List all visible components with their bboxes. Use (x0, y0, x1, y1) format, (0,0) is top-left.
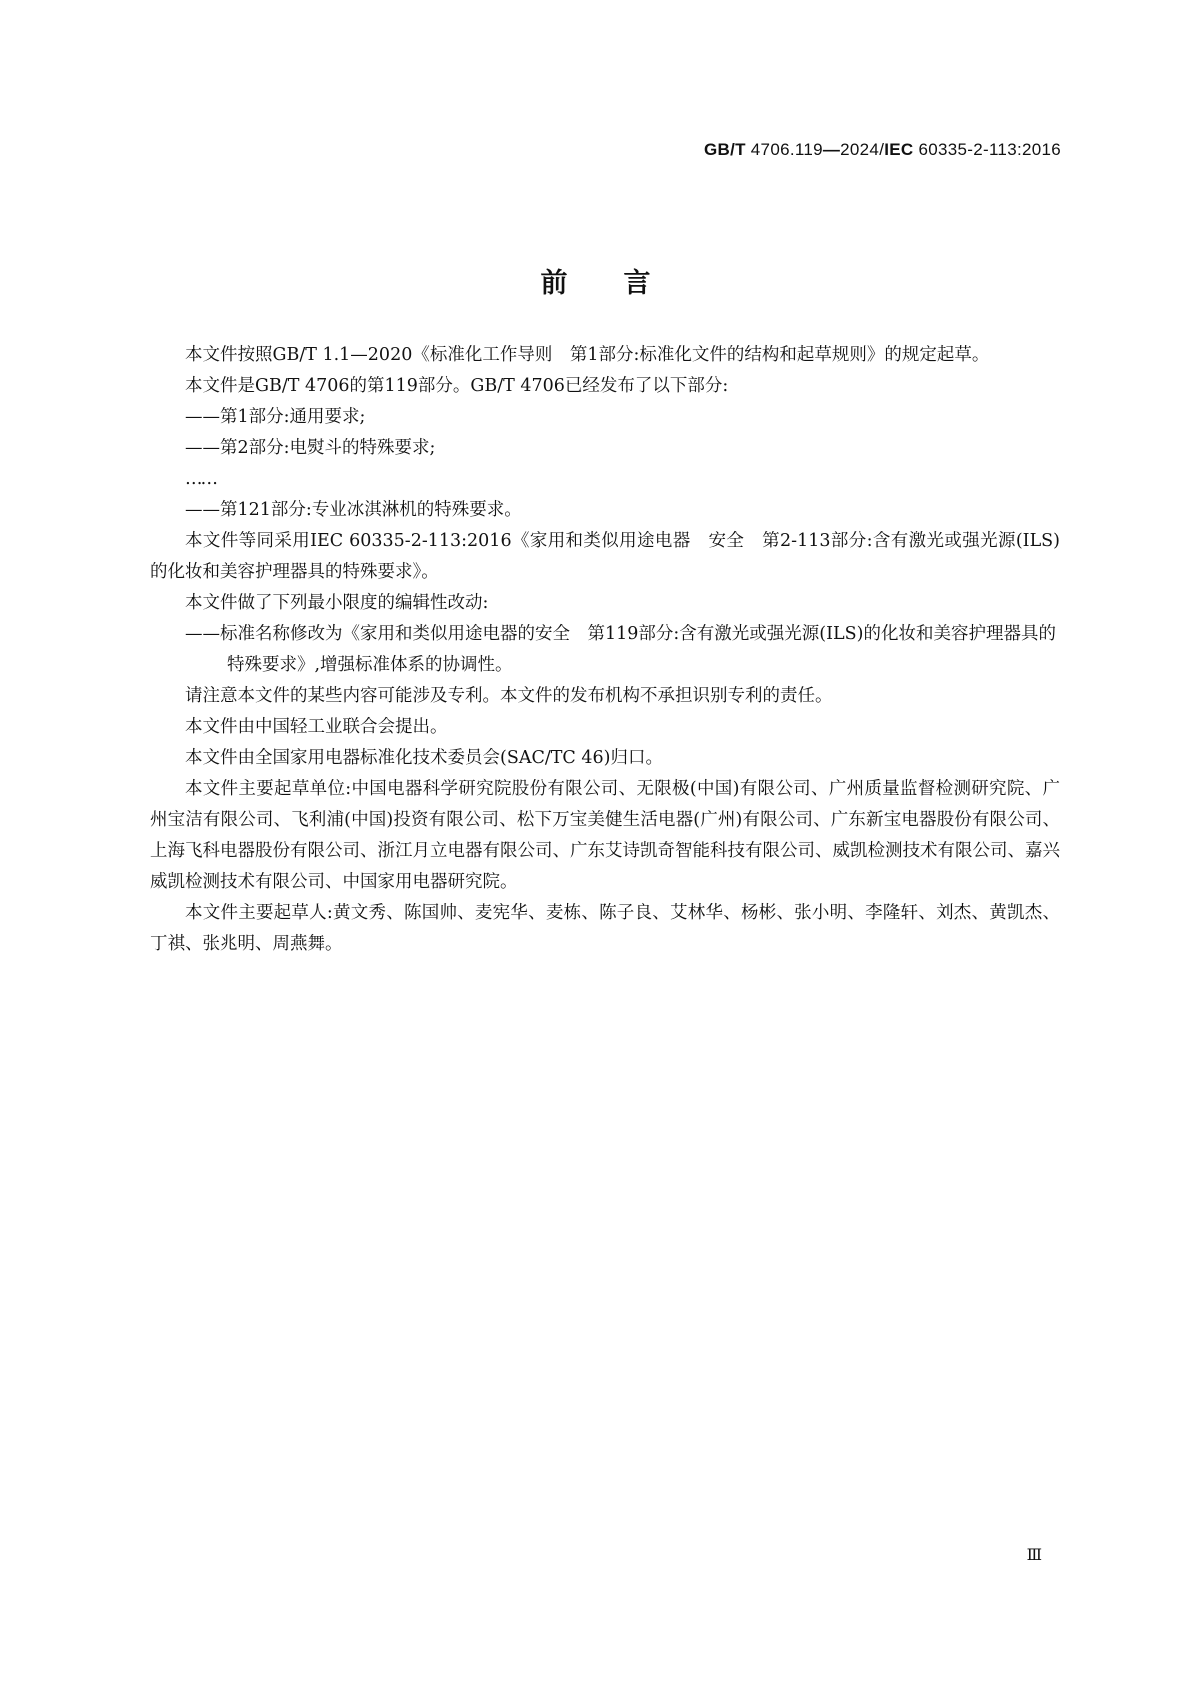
foreword-body (150, 340, 1060, 960)
paragraph-patent-notice: 请注意本文件的某些内容可能涉及专利。本文件的发布机构不承担识别专利的责任。 (185, 686, 833, 706)
paragraph-proposer: 本文件由中国轻工业联合会提出。 (185, 717, 448, 737)
paragraph-adoption: 本文件等同采用IEC 60335-2-113:2016《家用和类似用途电器 安全 第2-113部分:含有激光或强光源(ILS)的化妆和美容护理器具的特殊要求》。 (150, 531, 1060, 582)
standard-iec-number: 60335-2-113:2016 (913, 140, 1061, 159)
standard-number (704, 140, 1061, 160)
standard-year: 2024/ (840, 140, 885, 159)
paragraph-drafting-units: 本文件主要起草单位:中国电器科学研究院股份有限公司、无限极(中国)有限公司、广州质量监督检测研究院、广州宝洁有限公司、飞利浦(中国)投资有限公司、松下万宝美健生活电器(广州)有限公司、广东新宝电器股份有限公司、上海飞科电器股份有限公司、浙江月立电器有限公司、广东艾诗凯奇智能科技有限公司、威凯检测技术有限公司、嘉兴威凯检测技术有限公司、中国家用电器研究院。 (150, 779, 1060, 892)
paragraph-committee: 本文件由全国家用电器标准化技术委员会(SAC/TC 46)归口。 (185, 748, 663, 768)
list-item-part-1: ——第1部分:通用要求; (185, 407, 366, 427)
standard-part-number: 4706.119 (745, 140, 823, 159)
paragraph-drafters: 本文件主要起草人:黄文秀、陈国帅、麦宪华、麦栋、陈子良、艾林华、杨彬、张小明、李隆轩、刘杰、黄凯杰、丁祺、张兆明、周燕舞。 (150, 903, 1060, 954)
paragraph-series-intro: 本文件是GB/T 4706的第119部分。GB/T 4706已经发布了以下部分: (185, 376, 729, 396)
standard-prefix-gbt: GB/T (703, 140, 746, 159)
list-item-title-change: ——标准名称修改为《家用和类似用途电器的安全 第119部分:含有激光或强光源(ILS)的化妆和美容护理器具的特殊要求》,增强标准体系的协调性。 (185, 624, 1056, 675)
list-item-part-121: ——第121部分:专业冰淇淋机的特殊要求。 (185, 500, 522, 520)
page-number: Ⅲ (1026, 1545, 1041, 1564)
paragraph-drafting-rules: 本文件按照GB/T 1.1—2020《标准化工作导则 第1部分:标准化文件的结构和起草规则》的规定起草。 (185, 345, 990, 365)
paragraph-editorial-changes: 本文件做了下列最小限度的编辑性改动: (185, 593, 489, 613)
list-item-part-2: ——第2部分:电熨斗的特殊要求; (185, 438, 436, 458)
standard-dash: — (822, 140, 841, 159)
standard-prefix-iec: IEC (884, 140, 914, 159)
page-title: 前言 (540, 268, 707, 300)
list-ellipsis: …… (185, 469, 216, 489)
